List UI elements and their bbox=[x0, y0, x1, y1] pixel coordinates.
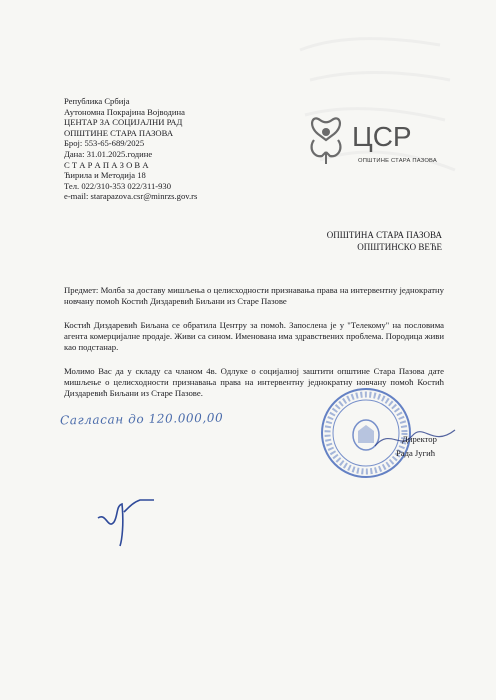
recipient-line1: ОПШТИНА СТАРА ПАЗОВА bbox=[326, 230, 442, 240]
header-line-email: e-mail: starapazova.csr@minrzs.gov.rs bbox=[64, 191, 198, 202]
header-line-country: Република Србија bbox=[64, 96, 130, 106]
handwritten-signature bbox=[94, 490, 174, 550]
header-line-address: Ћирила и Методија 18 bbox=[64, 170, 146, 181]
recipient-line2: ОПШТИНСКО ВЕЋЕ bbox=[357, 242, 442, 252]
logo-text: ЦСР bbox=[352, 121, 412, 152]
hearts-knot-icon bbox=[312, 118, 341, 164]
body-paragraph-3: Молимо Вас да у складу са чланом 4в. Одлуке о социјалној заштити општине Стара Пазова дате мишљење о целисходности признавања права на интервентну једнократну новчану помоћ Костић Диздаревић Биљани из Старе Пазове. bbox=[64, 366, 444, 398]
header-line-institution: ЦЕНТАР ЗА СОЦИЈАЛНИ РАД bbox=[64, 117, 183, 128]
header-line-city: С Т А Р А П А З О В А bbox=[64, 159, 149, 170]
sender-header bbox=[64, 96, 197, 202]
header-line-date: Дана: 31.01.2025.године bbox=[64, 148, 153, 159]
recipient-block bbox=[327, 229, 442, 253]
header-line-number: Број: 553-65-689/2025 bbox=[64, 138, 145, 149]
logo-subtitle: ОПШТИНЕ СТАРА ПАЗОВА bbox=[358, 158, 437, 164]
handwritten-approval-note: Сагласан до 120.000,00 bbox=[59, 410, 224, 428]
signature-name: Рада Југић bbox=[396, 448, 435, 458]
header-line-province: Аутономна Покрајина Војводина bbox=[64, 106, 185, 117]
signature-title: Директор bbox=[402, 434, 437, 444]
body-paragraph-2: Костић Диздаревић Биљана се обратила Центру за помоћ. Запослена је у "Телекому" на пословима агента комерцијалне продаје. Живи са сином. Именована има здравствених проблема. Породица живи као подстанар. bbox=[64, 320, 444, 352]
header-line-municipality: ОПШТИНЕ СТАРА ПАЗОВА bbox=[64, 127, 174, 138]
header-line-phone: Тел. 022/310-353 022/311-930 bbox=[64, 180, 171, 191]
subject-paragraph: Предмет: Молба за доставу мишљења о целисходности признавања права на интервентну једнократну новчану помоћ Костић Диздаревић Биљани из Старе Пазове bbox=[64, 285, 444, 306]
